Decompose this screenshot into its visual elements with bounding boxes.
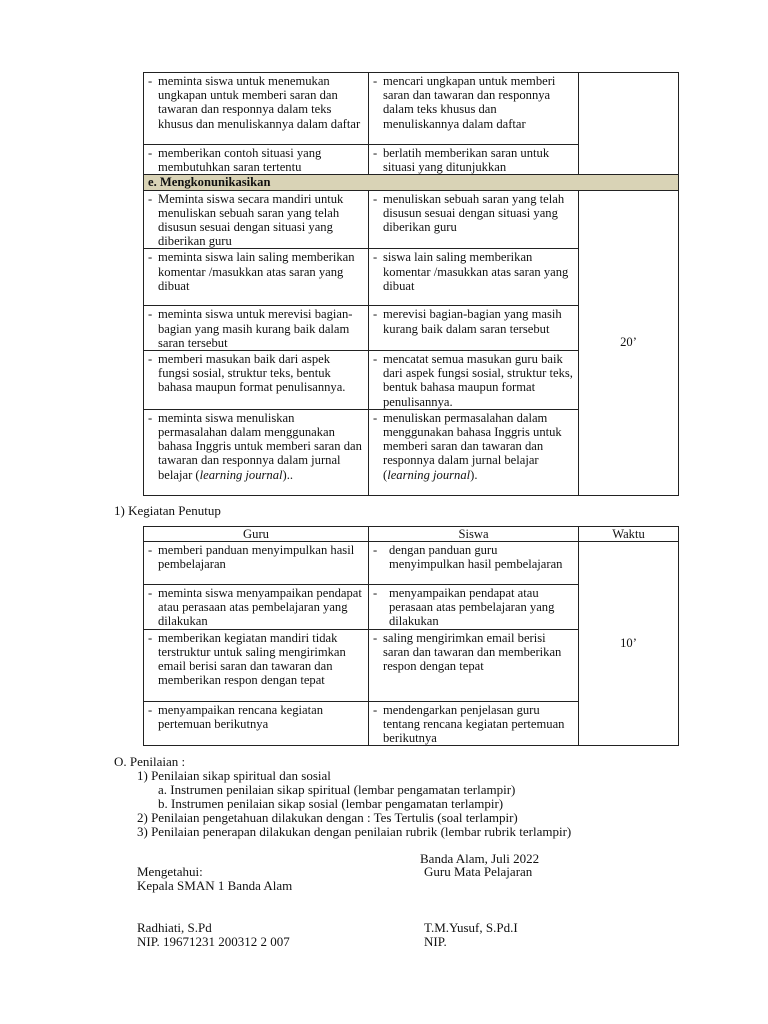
place-date: Banda Alam, Juli 2022 — [420, 851, 540, 866]
siswa-activity: dengan panduan guru menyimpulkan hasil pembelajaran — [389, 543, 563, 572]
guru-activity: Meminta siswa secara mandiri untuk menuliskan sebuah saran yang telah disusun sesuai dengan situasi yang diberikan guru — [158, 191, 344, 249]
guru-activity: meminta siswa menuliskan permasalahan dalam menggunakan bahasa Inggris untuk memberi saran dan tawaran dan responnya dalam jurnal belajar (learning journal).. — [158, 410, 362, 482]
waktu-value: 10’ — [579, 542, 679, 746]
col-header-waktu: Waktu — [579, 527, 679, 542]
penutup-table — [143, 526, 679, 746]
siswa-activity: merevisi bagian-bagian yang masih kurang baik dalam saran tersebut — [383, 307, 562, 336]
siswa-activity: mendengarkan penjelasan guru tentang rencana kegiatan pertemuan berikutnya — [383, 702, 565, 746]
guru-name: T.M.Yusuf, S.Pd.I — [424, 920, 518, 935]
siswa-activity: berlatih memberikan saran untuk situasi yang ditunjukkan — [383, 146, 550, 175]
guru-activity: menyampaikan rencana kegiatan pertemuan berikutnya — [158, 702, 324, 731]
penilaian-item-1b: b. Instrumen penilaian sikap sosial (lembar pengamatan terlampir) — [158, 796, 504, 811]
penilaian-item-2: 2) Penilaian pengetahuan dilakukan dengan : Tes Tertulis (soal terlampir) — [137, 810, 518, 825]
guru-activity: memberikan contoh situasi yang membutuhkan saran tertentu — [158, 146, 322, 175]
penilaian-item-1: 1) Penilaian sikap spiritual dan sosial — [137, 768, 331, 783]
guru-nip: NIP. — [424, 934, 447, 949]
guru-title: Guru Mata Pelajaran — [424, 864, 533, 879]
guru-activity: memberikan kegiatan mandiri tidak terstruktur untuk saling mengirimkan email berisi saran dan tawaran dan memberikan respon dengan tepat — [158, 630, 346, 688]
section-title: e. Mengkonunikasikan — [144, 175, 679, 190]
mengetahui-label: Mengetahui: — [137, 864, 203, 879]
table-row: - memberi panduan menyimpulkan hasil pembelajaran - dengan panduan guru menyimpulkan hasil pembelajaran 10’ — [144, 542, 679, 585]
guru-activity: memberi masukan baik dari aspek fungsi sosial, struktur teks, bentuk bahasa maupun format penulisannya. — [158, 352, 346, 395]
table-row: - memberikan contoh situasi yang membutuhkan saran tertentu - berlatih memberikan saran untuk situasi yang ditunjukkan — [144, 145, 679, 175]
siswa-activity: menuliskan permasalahan dalam menggunakan bahasa Inggris untuk memberi saran dan tawaran dan responnya dalam jurnal belajar (learning journal). — [383, 410, 562, 482]
siswa-activity: mencatat semua masukan guru baik dari aspek fungsi sosial, struktur teks, bentuk bahasa maupun format penulisannya. — [383, 352, 573, 409]
penilaian-item-1a: a. Instrumen penilaian sikap spiritual (lembar pengamatan terlampir) — [158, 782, 516, 797]
penilaian-heading: O. Penilaian : — [114, 754, 186, 769]
siswa-activity: saling mengirimkan email berisi saran dan tawaran dan memberikan respon dengan tepat — [383, 630, 562, 674]
table-row: - meminta siswa untuk merevisi bagian-bagian yang masih kurang baik dalam saran tersebut - merevisi bagian-bagian yang masih kurang baik dalam saran tersebut — [144, 306, 679, 351]
table-row: - Meminta siswa secara mandiri untuk menuliskan sebuah saran yang telah disusun sesuai dengan situasi yang diberikan guru - menuliskan sebuah saran yang telah disusun sesuai dengan situasi yang diberikan guru 20’ — [144, 190, 679, 249]
siswa-activity: menuliskan sebuah saran yang telah disusun sesuai dengan situasi yang diberikan guru — [383, 191, 565, 235]
table-row: - memberi masukan baik dari aspek fungsi sosial, struktur teks, bentuk bahasa maupun format penulisannya. - mencatat semua masukan guru baik dari aspek fungsi sosial, struktur teks, bentuk bahasa maupun format penulisannya. — [144, 351, 679, 410]
table-row: - meminta siswa untuk menemukan ungkapan untuk memberi saran dan tawaran dan responnya dalam teks khusus dan menuliskannya dalam daftar - mencari ungkapan untuk memberi saran dan tawaran dan responnya dalam teks khusus dan menuliskannya dalam daftar — [144, 73, 679, 145]
kepala-name: Radhiati, S.Pd — [137, 920, 212, 935]
activity-table — [143, 72, 679, 496]
section-row — [144, 175, 679, 190]
table-header — [144, 527, 679, 542]
guru-activity: meminta siswa untuk merevisi bagian-bagian yang masih kurang baik dalam saran tersebut — [158, 307, 353, 350]
penutup-heading: 1) Kegiatan Penutup — [114, 503, 221, 518]
table-row: - memberikan kegiatan mandiri tidak terstruktur untuk saling mengirimkan email berisi saran dan tawaran dan memberikan respon dengan tepat - saling mengirimkan email berisi saran dan tawaran dan memberikan respon dengan tepat — [144, 629, 679, 701]
siswa-activity: menyampaikan pendapat atau perasaan atas pembelajaran yang dilakukan — [389, 586, 555, 629]
kepala-title: Kepala SMAN 1 Banda Alam — [137, 878, 293, 893]
col-header-guru: Guru — [144, 527, 369, 542]
waktu-value: 20’ — [579, 190, 679, 495]
guru-activity: meminta siswa untuk menemukan ungkapan untuk memberi saran dan tawaran dan responnya dalam teks khusus dan menuliskannya dalam daftar — [158, 74, 361, 131]
guru-activity: memberi panduan menyimpulkan hasil pembelajaran — [158, 543, 355, 572]
guru-activity: meminta siswa lain saling memberikan komentar /masukkan atas saran yang dibuat — [158, 250, 355, 293]
table-row: - meminta siswa lain saling memberikan komentar /masukkan atas saran yang dibuat - siswa lain saling memberikan komentar /masukkan atas saran yang dibuat — [144, 249, 679, 306]
col-header-siswa: Siswa — [369, 527, 579, 542]
siswa-activity: siswa lain saling memberikan komentar /masukkan atas saran yang dibuat — [383, 250, 569, 293]
penilaian-item-3: 3) Penilaian penerapan dilakukan dengan penilaian rubrik (lembar rubrik terlampir) — [137, 824, 572, 839]
table-row: - meminta siswa menuliskan permasalahan dalam menggunakan bahasa Inggris untuk memberi saran dan tawaran dan responnya dalam jurnal belajar (learning journal).. - menuliskan permasalahan dalam menggunakan bahasa Inggris untuk memberi saran dan tawaran dan responnya dalam jurnal belajar (learning journal). — [144, 409, 679, 495]
guru-activity: meminta siswa menyampaikan pendapat atau perasaan atas pembelajaran yang dilakukan — [158, 586, 362, 629]
table-row: - menyampaikan rencana kegiatan pertemuan berikutnya - mendengarkan penjelasan guru tentang rencana kegiatan pertemuan berikutnya — [144, 701, 679, 746]
siswa-activity: mencari ungkapan untuk memberi saran dan tawaran dan responnya dalam teks khusus dan menuliskannya dalam daftar — [383, 74, 556, 131]
table-row: - meminta siswa menyampaikan pendapat atau perasaan atas pembelajaran yang dilakukan - menyampaikan pendapat atau perasaan atas pembelajaran yang dilakukan — [144, 585, 679, 630]
kepala-nip: NIP. 19671231 200312 2 007 — [137, 934, 290, 949]
